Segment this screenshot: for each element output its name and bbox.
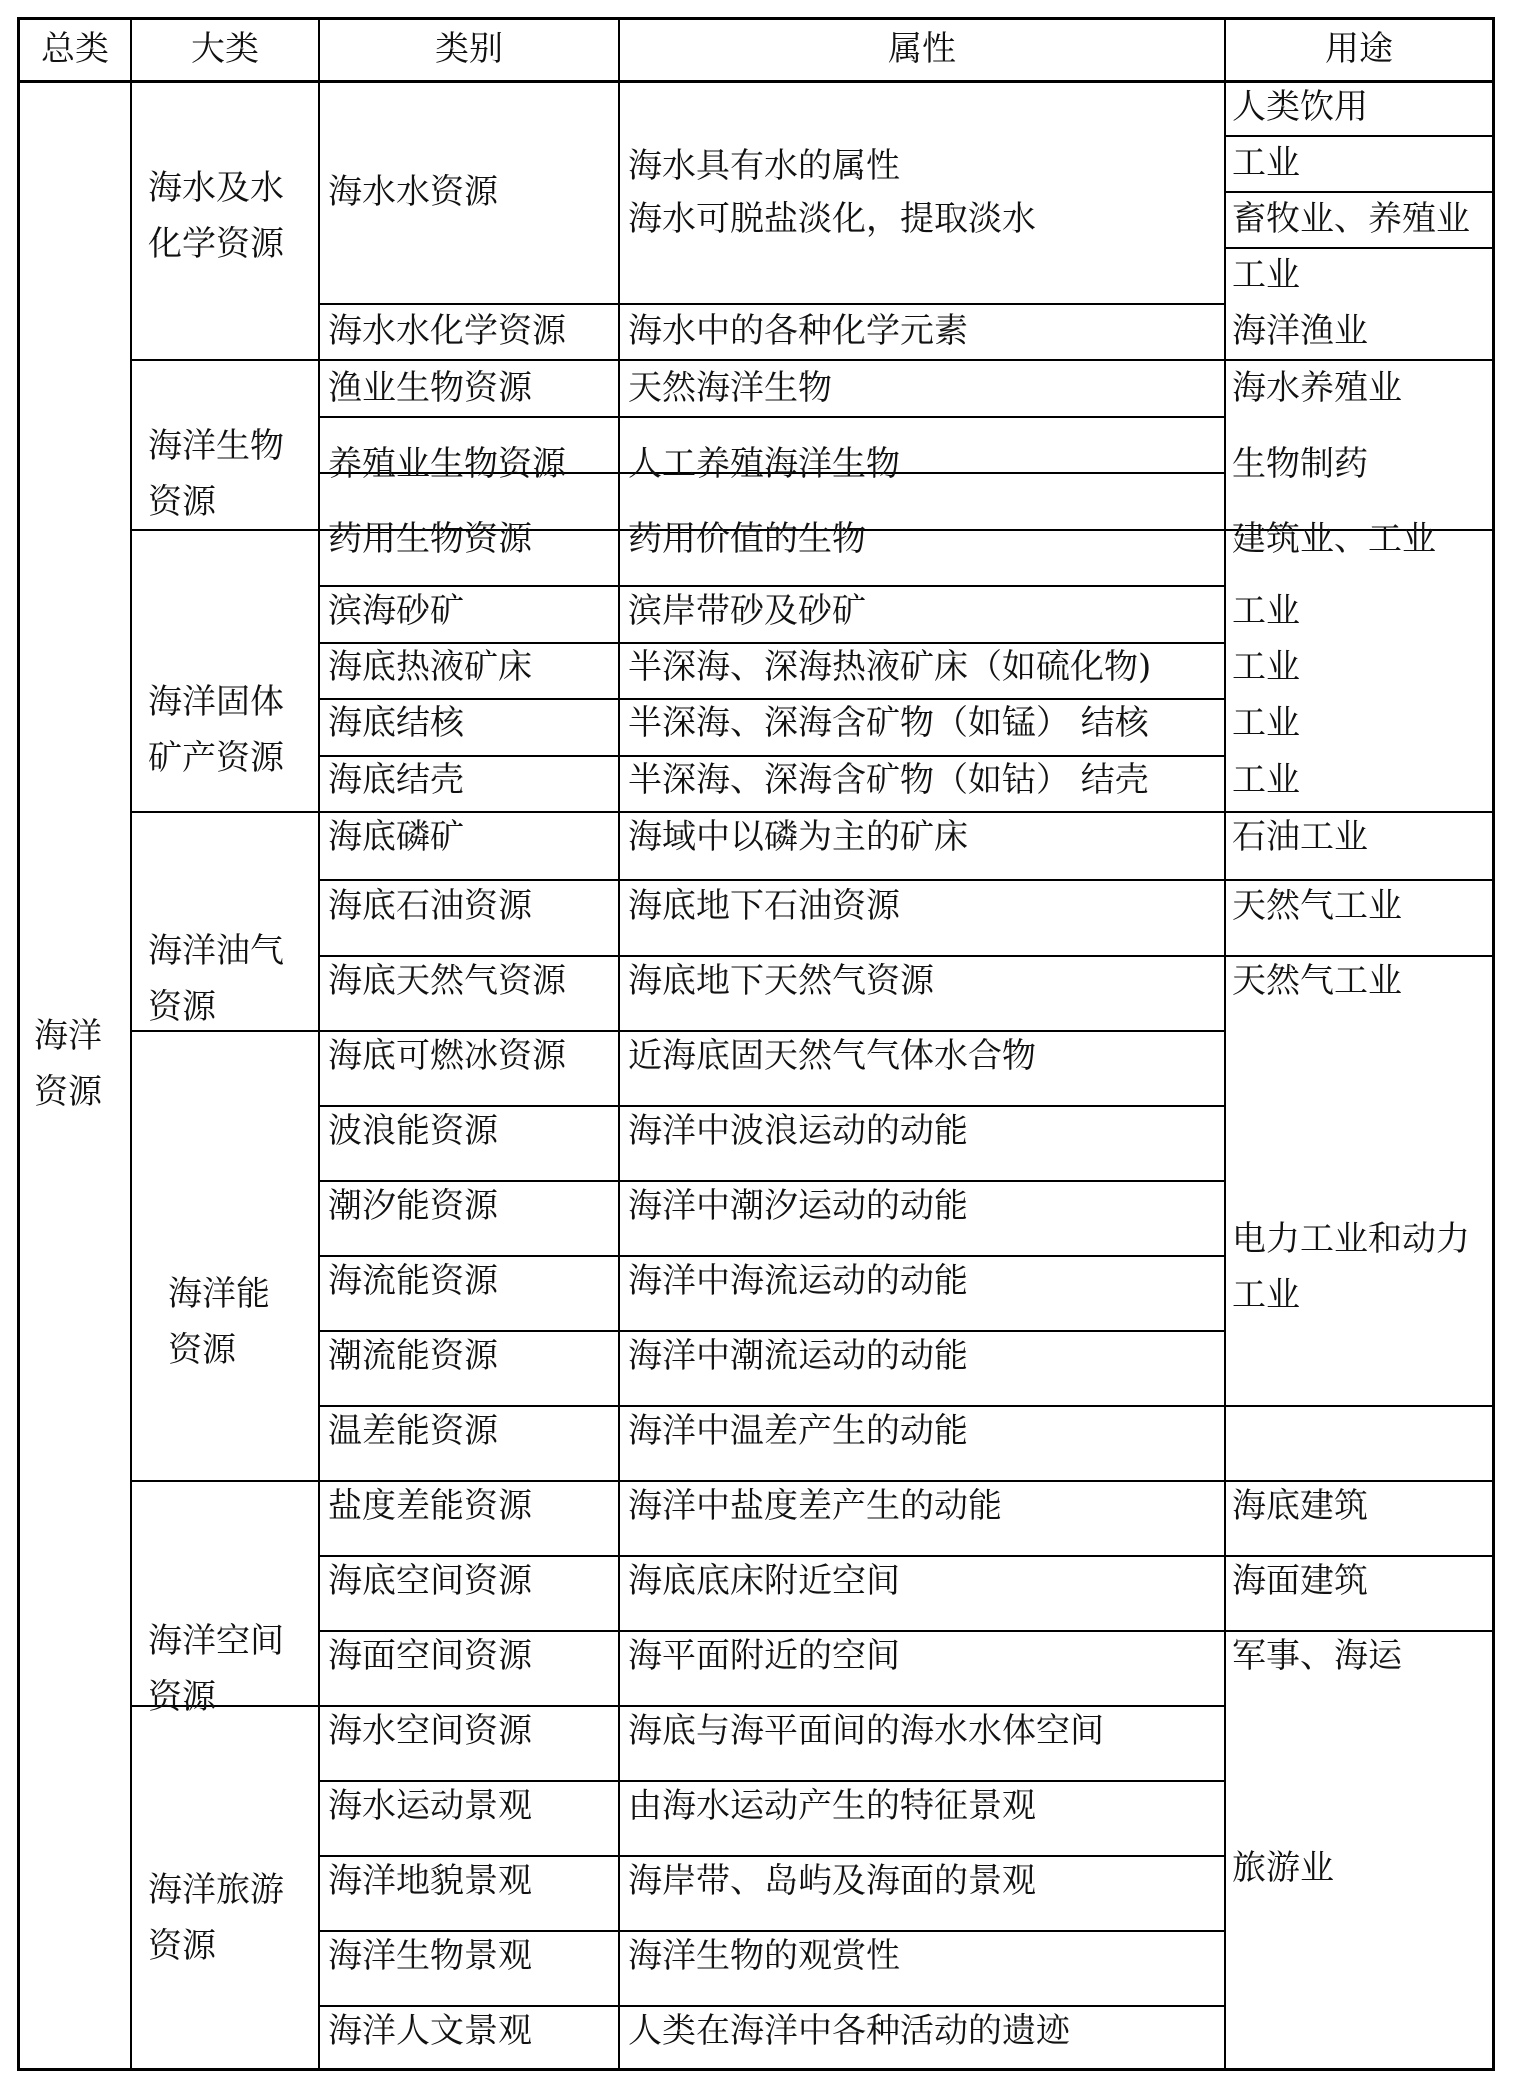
category-cell: 海水运动景观 (328, 1786, 532, 1826)
use-cell: 旅游业 (1232, 1848, 1334, 1888)
attribute-cell: 半深海、深海含矿物（如钴） 结壳 (628, 760, 1149, 800)
attribute-cell: 海洋中波浪运动的动能 (628, 1111, 968, 1151)
resource-table (17, 17, 1495, 2071)
attribute-cell: 海洋中盐度差产生的动能 (628, 1486, 1002, 1526)
use-cell: 畜牧业、养殖业 (1232, 199, 1470, 239)
use-cell: 工业 (1232, 591, 1300, 631)
category-cell: 药用生物资源 (328, 519, 532, 559)
category-cell: 海底结核 (328, 703, 464, 743)
category-cell: 海底石油资源 (328, 886, 532, 926)
use-cell: 天然气工业 (1232, 961, 1402, 1001)
category-cell: 海底可燃冰资源 (328, 1036, 566, 1076)
header-cell-total: 总类 (41, 29, 109, 69)
attribute-cell: 滨岸带砂及砂矿 (628, 591, 866, 631)
major-category: 海水及水 化学资源 (148, 168, 284, 264)
row-divider (132, 359, 1492, 361)
attribute-cell: 药用价值的生物 (628, 519, 866, 559)
category-cell: 海面空间资源 (328, 1636, 532, 1676)
row-divider (320, 879, 1492, 881)
attribute-cell: 人工养殖海洋生物 (628, 444, 900, 484)
category-cell: 海水水化学资源 (328, 311, 566, 351)
attribute-cell: 人类在海洋中各种活动的遗迹 (628, 2011, 1070, 2051)
category-cell: 养殖业生物资源 (328, 444, 566, 484)
attribute-cell: 近海底固天然气气体水合物 (628, 1036, 1036, 1076)
category-cell: 海流能资源 (328, 1261, 498, 1301)
row-divider (320, 416, 1224, 418)
use-cell: 生物制药 (1232, 444, 1368, 484)
attribute-cell: 海底地下天然气资源 (628, 961, 934, 1001)
use-cell: 工业 (1232, 760, 1300, 800)
category-cell: 盐度差能资源 (328, 1486, 532, 1526)
header-cell-use: 用途 (1325, 29, 1393, 69)
use-cell: 工业 (1232, 703, 1300, 743)
column-divider (130, 20, 132, 2068)
category-cell: 波浪能资源 (328, 1111, 498, 1151)
category-cell: 海洋地貌景观 (328, 1861, 532, 1901)
use-cell: 海底建筑 (1232, 1486, 1368, 1526)
use-divider (1226, 135, 1492, 137)
category-cell: 海底磷矿 (328, 817, 464, 857)
category-cell: 海洋生物景观 (328, 1936, 532, 1976)
category-cell: 渔业生物资源 (328, 368, 532, 408)
major-category: 海洋生物 资源 (148, 426, 284, 522)
use-divider (1226, 191, 1492, 193)
use-cell: 人类饮用 (1232, 87, 1368, 127)
use-cell: 建筑业、工业 (1232, 519, 1436, 559)
major-category: 海洋能 资源 (168, 1274, 270, 1370)
category-cell: 温差能资源 (328, 1411, 498, 1451)
use-divider (1226, 247, 1492, 249)
use-cell: 海面建筑 (1232, 1561, 1368, 1601)
attribute-cell: 海底底床附近空间 (628, 1561, 900, 1601)
use-cell: 海水养殖业 (1232, 368, 1402, 408)
category-cell: 海洋人文景观 (328, 2011, 532, 2051)
attribute-cell: 天然海洋生物 (628, 368, 832, 408)
major-category: 海洋油气 资源 (148, 931, 284, 1027)
header-cell-category: 类别 (435, 29, 503, 69)
top-category: 海洋 资源 (34, 1016, 102, 1112)
use-cell: 军事、海运 (1232, 1636, 1402, 1676)
category-cell: 潮汐能资源 (328, 1186, 498, 1226)
attribute-cell: 由海水运动产生的特征景观 (628, 1786, 1036, 1826)
attribute-cell: 海平面附近的空间 (628, 1636, 900, 1676)
category-cell: 海底结壳 (328, 760, 464, 800)
major-category: 海洋旅游 资源 (148, 1870, 284, 1966)
header-cell-attribute: 属性 (888, 29, 956, 69)
category-cell: 海水空间资源 (328, 1711, 532, 1751)
attribute-cell: 海洋中温差产生的动能 (628, 1411, 968, 1451)
column-divider (318, 20, 320, 2068)
attribute-cell: 海洋中海流运动的动能 (628, 1261, 968, 1301)
category-cell: 海底热液矿床 (328, 647, 532, 687)
attribute-cell: 海水具有水的属性 海水可脱盐淡化，提取淡水 (628, 146, 1036, 239)
major-category: 海洋固体 矿产资源 (148, 682, 284, 778)
category-cell: 潮流能资源 (328, 1336, 498, 1376)
attribute-cell: 海域中以磷为主的矿床 (628, 817, 968, 857)
header-cell-major: 大类 (191, 29, 259, 69)
use-cell: 天然气工业 (1232, 886, 1402, 926)
column-divider (618, 20, 620, 2068)
row-divider (320, 303, 1224, 305)
attribute-cell: 海底与海平面间的海水水体空间 (628, 1711, 1104, 1751)
category-cell: 海底天然气资源 (328, 961, 566, 1001)
attribute-cell: 海洋中潮流运动的动能 (628, 1336, 968, 1376)
attribute-cell: 半深海、深海含矿物（如锰） 结核 (628, 703, 1149, 743)
attribute-cell: 海底地下石油资源 (628, 886, 900, 926)
category-cell: 海底空间资源 (328, 1561, 532, 1601)
major-category: 海洋空间 资源 (148, 1621, 284, 1717)
category-cell: 滨海砂矿 (328, 591, 464, 631)
use-cell: 石油工业 (1232, 817, 1368, 857)
use-cell: 电力工业和动力 工业 (1232, 1219, 1470, 1315)
category-cell: 海水水资源 (328, 172, 498, 212)
attribute-cell: 海岸带、岛屿及海面的景观 (628, 1861, 1036, 1901)
attribute-cell: 海水中的各种化学元素 (628, 311, 968, 351)
use-cell: 海洋渔业 (1232, 311, 1368, 351)
attribute-cell: 海洋生物的观赏性 (628, 1936, 900, 1976)
use-cell: 工业 (1232, 647, 1300, 687)
column-divider (1224, 20, 1226, 2068)
use-cell: 工业 (1232, 255, 1300, 295)
attribute-cell: 海洋中潮汐运动的动能 (628, 1186, 968, 1226)
attribute-cell: 半深海、深海热液矿床（如硫化物) (628, 647, 1152, 687)
use-cell: 工业 (1232, 143, 1300, 183)
